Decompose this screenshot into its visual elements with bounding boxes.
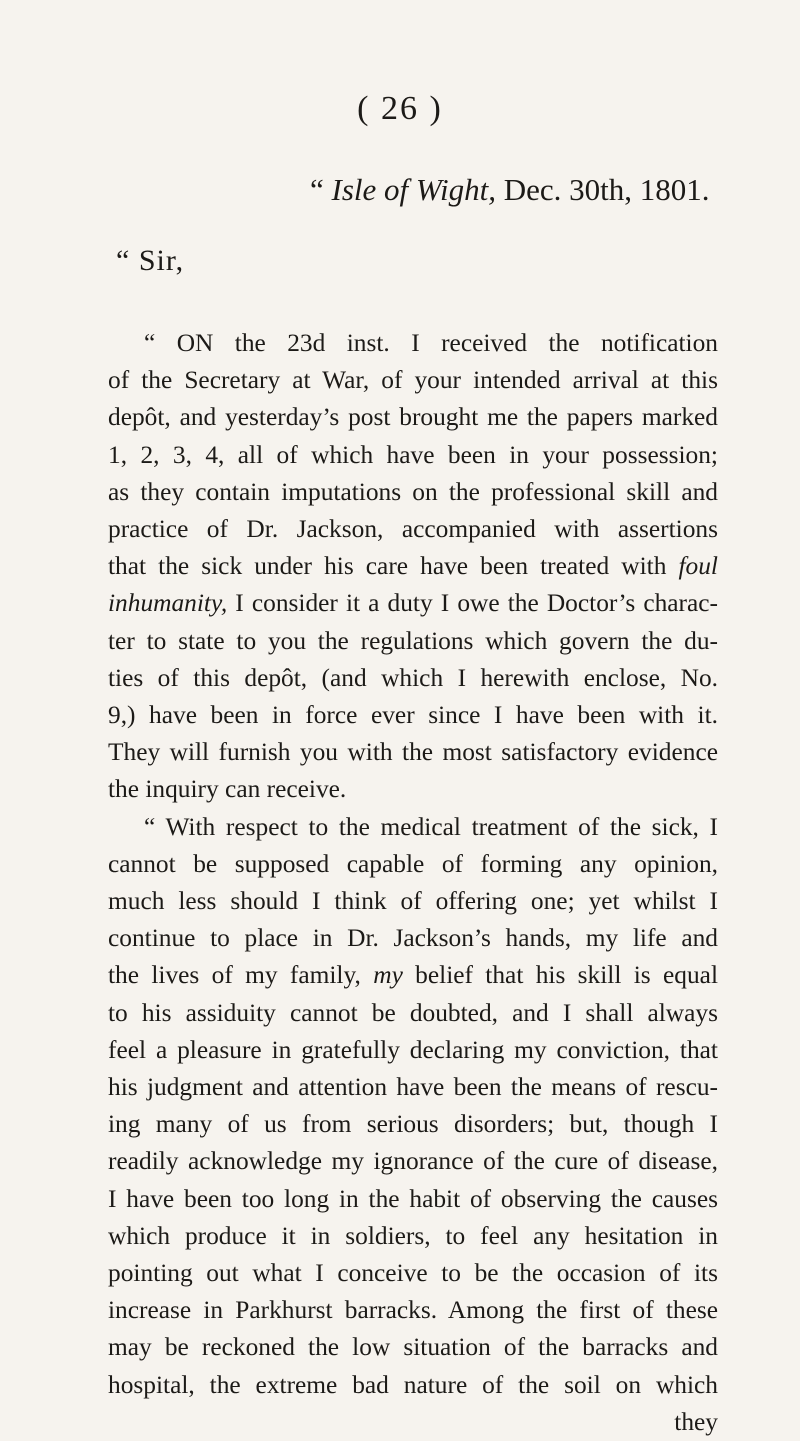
text-line: to his assiduity cannot be doubted, and I shall always — [108, 998, 718, 1027]
dateline-quote: “ — [310, 172, 332, 207]
text-line — [108, 548, 718, 585]
italic-word: foul — [678, 552, 718, 581]
italic-word: inhumanity, — [108, 589, 228, 618]
text-run: belief that his skill is equal — [402, 961, 719, 990]
text-line: practice of Dr. Jackson, accompanied with assertions — [108, 515, 718, 544]
text-line: “ ON the 23d inst. I received the notification — [144, 329, 718, 357]
italic-word: my — [373, 961, 403, 990]
text-line: much less should I think of offering one; yet whilst I — [108, 887, 718, 916]
text-line: “ With respect to the medical treatment of the sick, I — [144, 812, 718, 841]
page-number: ( 26 ) — [357, 90, 443, 127]
text-line: I have been too long in the habit of observing the causes — [108, 1184, 718, 1213]
text-line: his judgment and attention have been the means of rescu- — [108, 1073, 718, 1102]
text-line: They will furnish you with the most satisfactory evidence — [108, 738, 718, 767]
letter-body — [108, 325, 718, 1441]
text-line: increase in Parkhurst barracks. Among the first of these — [108, 1296, 718, 1325]
catchword: they — [674, 1407, 718, 1436]
text-line: continue to place in Dr. Jackson’s hands, my life and — [108, 924, 718, 953]
text-line: the inquiry can receive. — [108, 775, 347, 804]
text-line: 9,) have been in force ever since I have been with it. — [108, 701, 718, 730]
text-line: ties of this depôt, (and which I herewith enclose, No. — [108, 663, 718, 692]
dateline — [310, 172, 710, 208]
text-line: feel a pleasure in gratefully declaring my conviction, that — [108, 1035, 718, 1064]
text-line: hospital, the extreme bad nature of the soil on which — [108, 1370, 718, 1399]
text-line: as they contain imputations on the professional skill and — [108, 477, 718, 506]
dateline-date: Dec. 30th, 1801. — [495, 172, 710, 207]
text-run: the lives of my family, — [108, 961, 361, 990]
dateline-place: Isle of Wight, — [331, 172, 496, 207]
text-run: that the sick under his care have been treated with — [108, 552, 667, 581]
text-line: pointing out what I conceive to be the occasion of its — [108, 1259, 718, 1288]
text-line — [108, 957, 718, 994]
text-line: depôt, and yesterday’s post brought me the papers marked — [108, 403, 718, 432]
text-line: which produce it in soldiers, to feel any hesitation in — [108, 1221, 718, 1250]
text-line: cannot be supposed capable of forming any opinion, — [108, 849, 718, 878]
text-line — [108, 585, 718, 622]
text-line: ing many of us from serious disorders; but, though I — [108, 1110, 718, 1139]
salutation: “ Sir, — [116, 244, 185, 277]
text-line: 1, 2, 3, 4, all of which have been in your possession; — [108, 440, 718, 469]
text-line: of the Secretary at War, of your intended arrival at this — [108, 366, 718, 395]
text-line: ter to state to you the regulations which govern the du- — [108, 626, 718, 655]
text-line: may be reckoned the low situation of the barracks and — [108, 1333, 718, 1362]
text-run: I consider it a duty I owe the Doctor’s charac- — [227, 589, 718, 618]
text-line: readily acknowledge my ignorance of the cure of disease, — [108, 1147, 718, 1176]
